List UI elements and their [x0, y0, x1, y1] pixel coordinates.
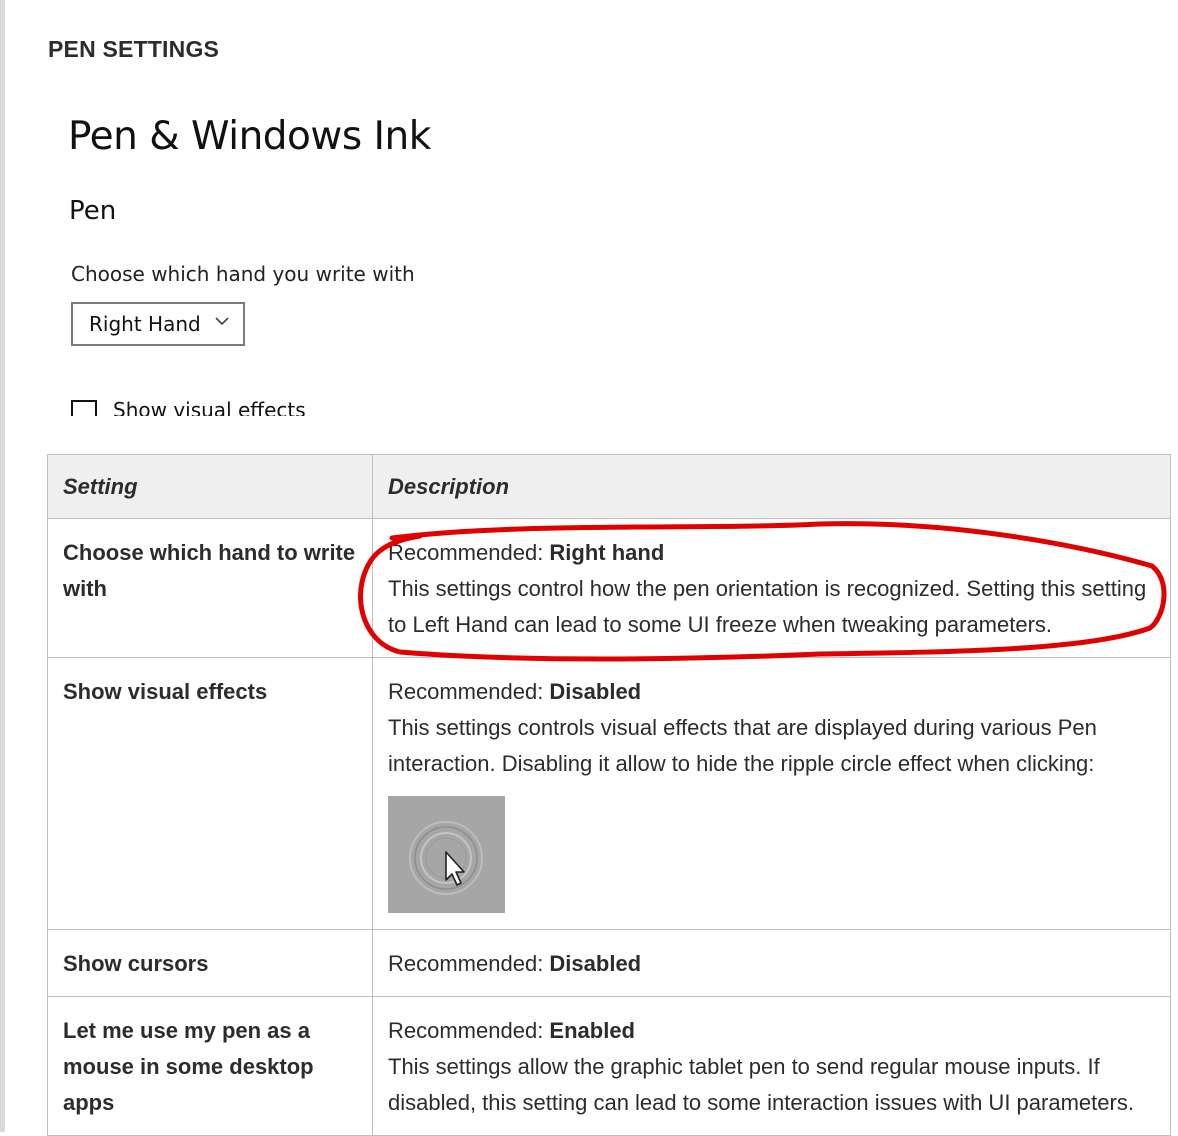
left-border — [0, 0, 5, 1132]
setting-description-cell — [373, 658, 1171, 930]
hand-select-value: Right Hand — [89, 312, 201, 336]
recommended-value: Disabled — [549, 951, 642, 976]
recommended-prefix: Recommended: — [388, 540, 550, 565]
section-heading: PEN SETTINGS — [48, 36, 220, 62]
recommended-prefix: Recommended: — [388, 1018, 550, 1043]
settings-table — [47, 454, 1171, 1136]
setting-description: This settings allow the graphic tablet pen to send regular mouse inputs. If disabled, this setting can lead to some interaction issues with UI parameters. — [388, 1054, 1134, 1115]
table-row — [48, 930, 1171, 997]
column-header-setting: Setting — [48, 455, 373, 519]
table-row — [48, 519, 1171, 658]
windows-panel-subtitle: Pen — [69, 196, 117, 226]
windows-ink-screenshot — [60, 100, 480, 416]
setting-description-cell — [373, 930, 1171, 997]
chevron-down-icon — [215, 316, 229, 326]
table-row — [48, 658, 1171, 930]
setting-name: Show visual effects — [48, 658, 373, 930]
setting-description-cell — [373, 997, 1171, 1136]
column-header-description: Description — [373, 455, 1171, 519]
recommended-prefix: Recommended: — [388, 951, 550, 976]
recommended-value: Disabled — [549, 679, 642, 704]
hand-select[interactable] — [71, 302, 245, 346]
recommended-prefix: Recommended: — [388, 679, 550, 704]
setting-description-cell — [373, 519, 1171, 658]
recommended-value: Enabled — [549, 1018, 635, 1043]
hand-select-label: Choose which hand you write with — [71, 262, 415, 286]
visual-effects-label: Show visual effects — [113, 398, 306, 416]
ripple-cursor-icon — [388, 796, 505, 913]
visual-effects-checkbox[interactable] — [71, 400, 97, 416]
table-header-row — [48, 455, 1171, 519]
table-row — [48, 997, 1171, 1136]
setting-name: Let me use my pen as a mouse in some desktop apps — [48, 997, 373, 1136]
setting-description: This settings controls visual effects that are displayed during various Pen interaction. Disabling it allow to hide the ripple circle effect when clicking: — [388, 715, 1097, 776]
recommended-value: Right hand — [549, 540, 665, 565]
windows-panel-title: Pen & Windows Ink — [68, 114, 431, 159]
setting-name: Show cursors — [48, 930, 373, 997]
setting-name: Choose which hand to write with — [48, 519, 373, 658]
setting-description: This settings control how the pen orientation is recognized. Setting this setting to Left Hand can lead to some UI freeze when tweaking parameters. — [388, 576, 1147, 637]
